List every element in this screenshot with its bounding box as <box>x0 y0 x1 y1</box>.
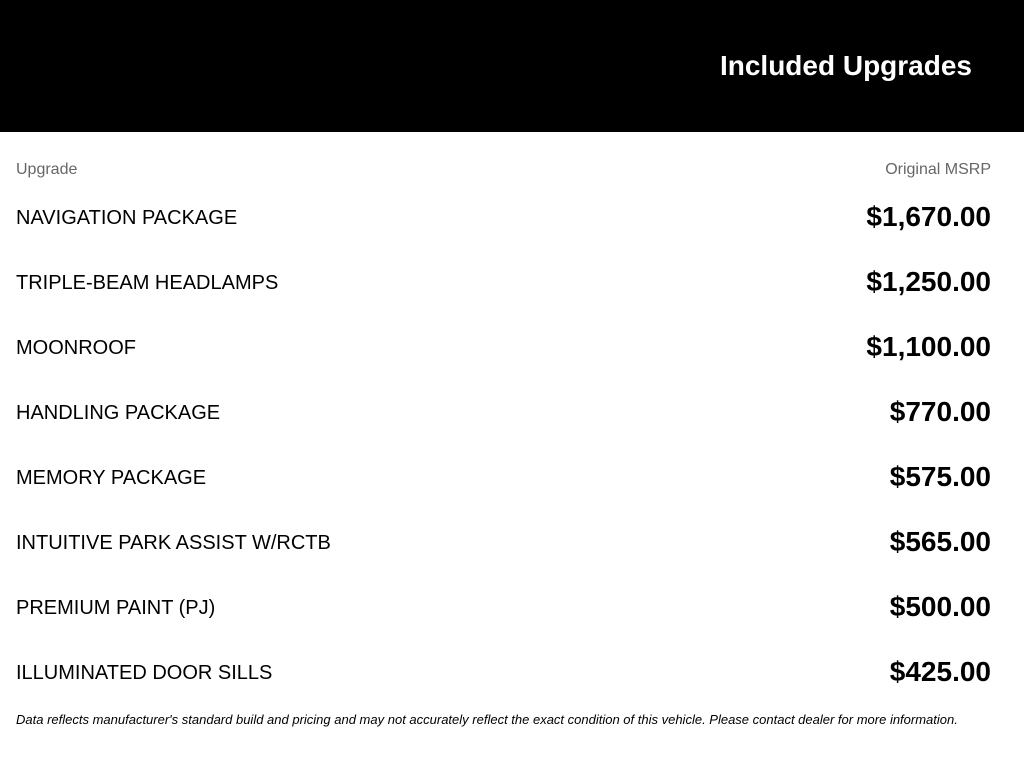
disclaimer-text: Data reflects manufacturer's standard build and pricing and may not accurately reflect the exact condition of this vehicle. Please contact dealer for more information. <box>16 712 958 727</box>
upgrade-row <box>16 185 991 250</box>
upgrade-name: INTUITIVE PARK ASSIST W/RCTB <box>16 532 331 554</box>
upgrade-name: HANDLING PACKAGE <box>16 402 221 424</box>
upgrade-name: PREMIUM PAINT (PJ) <box>16 597 216 619</box>
header-bar <box>0 0 1024 132</box>
upgrade-price: $1,670.00 <box>866 201 991 232</box>
upgrade-row <box>16 380 991 445</box>
upgrade-name: ILLUMINATED DOOR SILLS <box>16 662 273 684</box>
page-title: Included Upgrades <box>719 50 972 81</box>
upgrade-price: $425.00 <box>889 656 991 687</box>
upgrade-name: MEMORY PACKAGE <box>16 467 207 489</box>
upgrade-row <box>16 315 991 380</box>
upgrade-price: $500.00 <box>889 591 991 622</box>
upgrade-name: TRIPLE-BEAM HEADLAMPS <box>16 272 279 294</box>
column-header-upgrade: Upgrade <box>16 161 78 178</box>
upgrade-name: MOONROOF <box>16 337 136 359</box>
upgrade-price: $1,100.00 <box>866 331 991 362</box>
upgrades-list <box>16 185 991 705</box>
upgrade-row <box>16 445 991 510</box>
upgrade-row <box>16 510 991 575</box>
upgrade-price: $575.00 <box>889 461 991 492</box>
upgrade-price: $565.00 <box>889 526 991 557</box>
upgrade-name: NAVIGATION PACKAGE <box>16 207 238 229</box>
column-header-msrp: Original MSRP <box>885 161 991 178</box>
upgrade-row <box>16 250 991 315</box>
upgrade-row <box>16 575 991 640</box>
upgrade-price: $770.00 <box>889 396 991 427</box>
upgrade-row <box>16 640 991 705</box>
upgrade-price: $1,250.00 <box>866 266 991 297</box>
